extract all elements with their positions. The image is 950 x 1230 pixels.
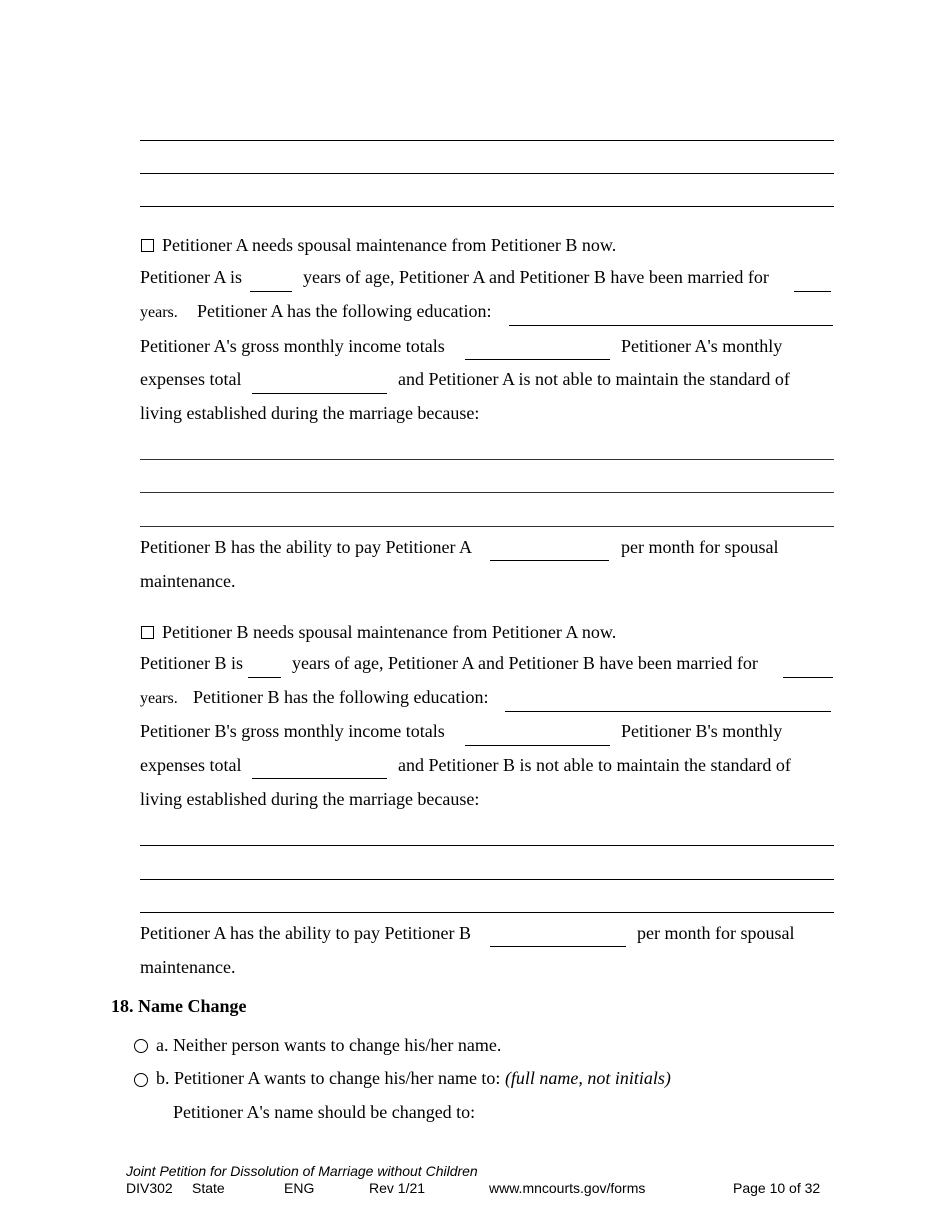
name-change-option-a-label: a. Neither person wants to change his/her name. (156, 1035, 502, 1055)
petitioner-b-monthly-label: Petitioner B's monthly (621, 721, 783, 741)
footer-jurisdiction: State (192, 1180, 225, 1196)
petitioner-b-married-years-field[interactable] (783, 677, 833, 678)
petitioner-b-standard-label: and Petitioner B is not able to maintain the standard of (398, 755, 791, 775)
petitioner-b-ability-label: Petitioner B has the ability to pay Petitioner A (140, 537, 472, 557)
petitioner-a-years-word: years. (140, 304, 178, 321)
petitioner-a-expenses-label: expenses total (140, 369, 242, 389)
petitioner-a-age-prefix: Petitioner A is (140, 267, 243, 287)
petitioner-a-reason-line-1[interactable] (140, 459, 834, 460)
petitioner-a-expenses-field[interactable] (252, 393, 387, 394)
footer-form-title: Joint Petition for Dissolution of Marriage without Children (126, 1163, 478, 1179)
petitioner-b-needs-maintenance-label: Petitioner B needs spousal maintenance from Petitioner A now. (162, 622, 617, 642)
name-change-option-b-text: b. Petitioner A wants to change his/her name to: (156, 1068, 501, 1088)
petitioner-b-reason-line-1[interactable] (140, 845, 834, 846)
petitioner-a-standard-label: and Petitioner A is not able to maintain the standard of (398, 369, 790, 389)
per-month-label-b: per month for spousal (637, 923, 795, 943)
petitioner-a-reason-line-2[interactable] (140, 492, 834, 493)
petitioner-b-years-word: years. (140, 690, 178, 707)
petitioner-a-living-label: living established during the marriage because: (140, 403, 480, 423)
blank-line-top-2[interactable] (140, 173, 834, 174)
petitioner-a-education-label: Petitioner A has the following education: (197, 301, 492, 321)
petitioner-b-education-label: Petitioner B has the following education: (193, 687, 489, 707)
footer-language: ENG (284, 1180, 315, 1196)
petitioner-b-reason-line-3[interactable] (140, 912, 834, 913)
name-change-option-b-note: (full name, not initials) (504, 1068, 671, 1088)
per-month-label-a: per month for spousal (621, 537, 779, 557)
petitioner-b-age-prefix: Petitioner B is (140, 653, 243, 673)
name-change-option-a-radio[interactable] (134, 1039, 148, 1053)
petitioner-a-married-years-field[interactable] (794, 291, 831, 292)
petitioner-b-age-field[interactable] (248, 677, 281, 678)
petitioner-b-reason-line-2[interactable] (140, 879, 834, 880)
name-change-heading: 18. Name Change (111, 996, 247, 1016)
petitioner-a-monthly-label: Petitioner A's monthly (621, 336, 783, 356)
petitioner-b-age-suffix: years of age, Petitioner A and Petitioner B have been married for (292, 653, 758, 673)
petitioner-b-education-field[interactable] (505, 711, 831, 712)
footer-form-code: DIV302 (126, 1180, 173, 1196)
footer-revision: Rev 1/21 (369, 1180, 426, 1196)
petitioner-b-ability-amount-field[interactable] (490, 560, 609, 561)
name-changed-to-label: Petitioner A's name should be changed to: (173, 1102, 476, 1122)
petitioner-a-reason-line-3[interactable] (140, 526, 834, 527)
maintenance-word-b: maintenance. (140, 957, 236, 977)
petitioner-b-living-label: living established during the marriage because: (140, 789, 480, 809)
petitioner-b-income-field[interactable] (465, 745, 610, 746)
petitioner-a-needs-maintenance-label: Petitioner A needs spousal maintenance from Petitioner B now. (162, 235, 617, 255)
petitioner-b-income-label: Petitioner B's gross monthly income totals (140, 721, 445, 741)
petitioner-a-education-field[interactable] (509, 325, 833, 326)
footer-page-number: Page 10 of 32 (733, 1180, 821, 1196)
petitioner-b-needs-maintenance-checkbox[interactable] (141, 626, 154, 639)
petitioner-a-income-label: Petitioner A's gross monthly income totals (140, 336, 445, 356)
blank-line-top-1[interactable] (140, 140, 834, 141)
name-change-option-b-radio[interactable] (134, 1073, 148, 1087)
maintenance-word-a: maintenance. (140, 571, 236, 591)
petitioner-a-income-field[interactable] (465, 359, 610, 360)
petitioner-a-age-suffix: years of age, Petitioner A and Petitioner B have been married for (303, 267, 769, 287)
petitioner-b-expenses-field[interactable] (252, 778, 387, 779)
petitioner-a-ability-amount-field[interactable] (490, 946, 626, 947)
name-change-option-b-label (156, 1068, 671, 1089)
blank-line-top-3[interactable] (140, 206, 834, 207)
petitioner-b-expenses-label: expenses total (140, 755, 242, 775)
petitioner-a-needs-maintenance-checkbox[interactable] (141, 239, 154, 252)
footer-website-link[interactable]: www.mncourts.gov/forms (489, 1180, 646, 1196)
petitioner-a-age-field[interactable] (250, 291, 292, 292)
petitioner-a-ability-label: Petitioner A has the ability to pay Petitioner B (140, 923, 471, 943)
